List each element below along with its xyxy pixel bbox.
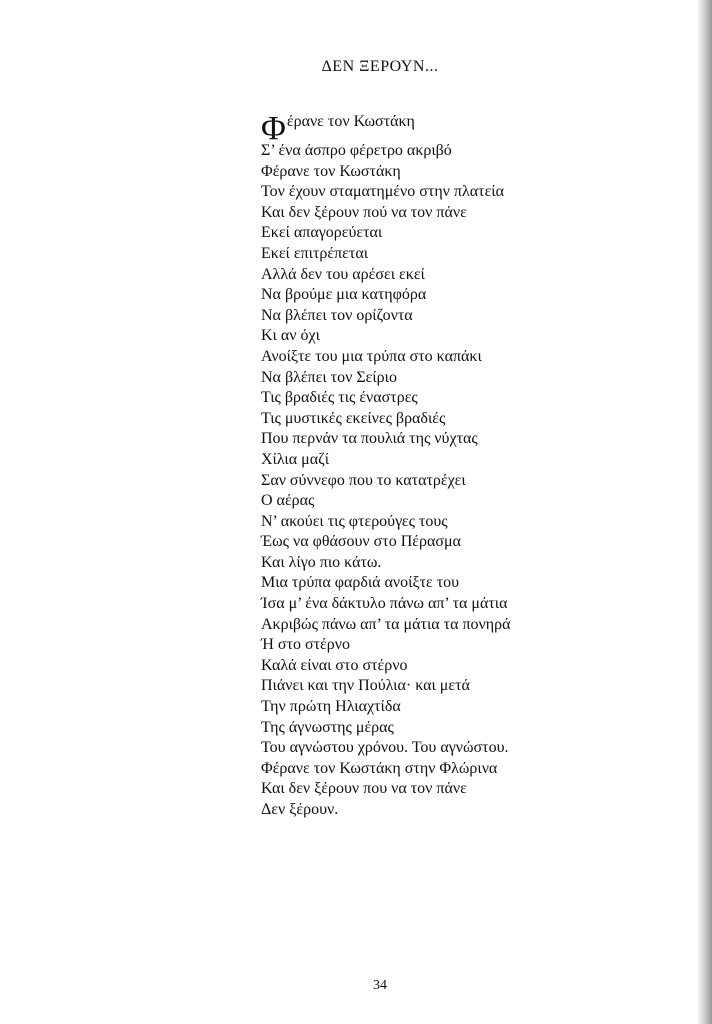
poem-line: Σαν σύννεφο που το κατατρέχει — [261, 471, 466, 489]
poem-line-first-text: έρανε τον Κωστάκη — [286, 113, 415, 130]
poem-line: Πιάνει και την Πούλια· και μετά — [261, 677, 470, 695]
poem-line: Δεν ξέρουν. — [261, 801, 339, 818]
poem-line-first — [261, 103, 581, 147]
poem-line: Που περνάν τα πουλιά της νύχτας — [261, 430, 478, 448]
poem-line: Μια τρύπα φαρδιά ανοίξτε του — [261, 574, 460, 592]
poem-line: Του αγνώστου χρόνου. Του αγνώστου. — [261, 739, 509, 757]
poem-line: Ανοίξτε του μια τρύπα στο καπάκι — [261, 347, 482, 365]
poem-line: Και δεν ξέρουν που να τον πάνε — [261, 780, 467, 798]
poem-line: Αλλά δεν του αρέσει εκεί — [261, 265, 425, 283]
poem-line: Ν’ ακούει τις φτερούγες τους — [261, 512, 448, 530]
poem-line: Εκεί επιτρέπεται — [261, 244, 369, 262]
poem-line: Να βλέπει τον ορίζοντα — [261, 306, 413, 324]
poem-line: Τον έχουν σταματημένο στην πλατεία — [261, 183, 504, 201]
drop-cap: Φ — [261, 110, 286, 147]
poem-line: Φέρανε τον Κωστάκη στην Φλώρινα — [261, 759, 498, 777]
poem-line: Της άγνωστης μέρας — [261, 718, 394, 736]
poem-line: Εκεί απαγορεύεται — [261, 224, 383, 242]
page-number: 34 — [373, 978, 387, 993]
poem-line: Χίλια μαζί — [261, 450, 329, 468]
poem-line: Και δεν ξέρουν πού να τον πάνε — [261, 203, 467, 221]
poem-line: Να βλέπει τον Σείριο — [261, 368, 397, 386]
poem-line: Ή στο στέρνο — [261, 636, 350, 654]
poem-line: Ίσα μ’ ένα δάκτυλο πάνω απ’ τα μάτια — [261, 595, 508, 613]
poem-line: Ο αέρας — [261, 492, 315, 510]
poem-line: Καλά είναι στο στέρνο — [261, 656, 408, 674]
poem-line: Τις βραδιές τις έναστρες — [261, 389, 418, 407]
poem-line: Κι αν όχι — [261, 327, 320, 345]
poem-body — [261, 103, 581, 821]
poem-line: Να βρούμε μια κατηφόρα — [261, 286, 427, 304]
page-edge-shadow — [698, 0, 712, 1024]
poem-title: ΔΕΝ ΞΕΡΟΥΝ... — [321, 58, 439, 75]
poem-line: Τις μυστικές εκείνες βραδιές — [261, 409, 446, 427]
poem-line: Σ’ ένα άσπρο φέρετρο ακριβό — [261, 142, 452, 159]
poem-line: Έως να φθάσουν στο Πέρασμα — [261, 533, 461, 551]
poem-line: Την πρώτη Ηλιαχτίδα — [261, 698, 401, 716]
poem-line: Φέρανε τον Κωστάκη — [261, 162, 401, 180]
poem-line: Και λίγο πιο κάτω. — [261, 553, 382, 571]
poem-line: Ακριβώς πάνω απ’ τα μάτια τα πονηρά — [261, 615, 511, 633]
